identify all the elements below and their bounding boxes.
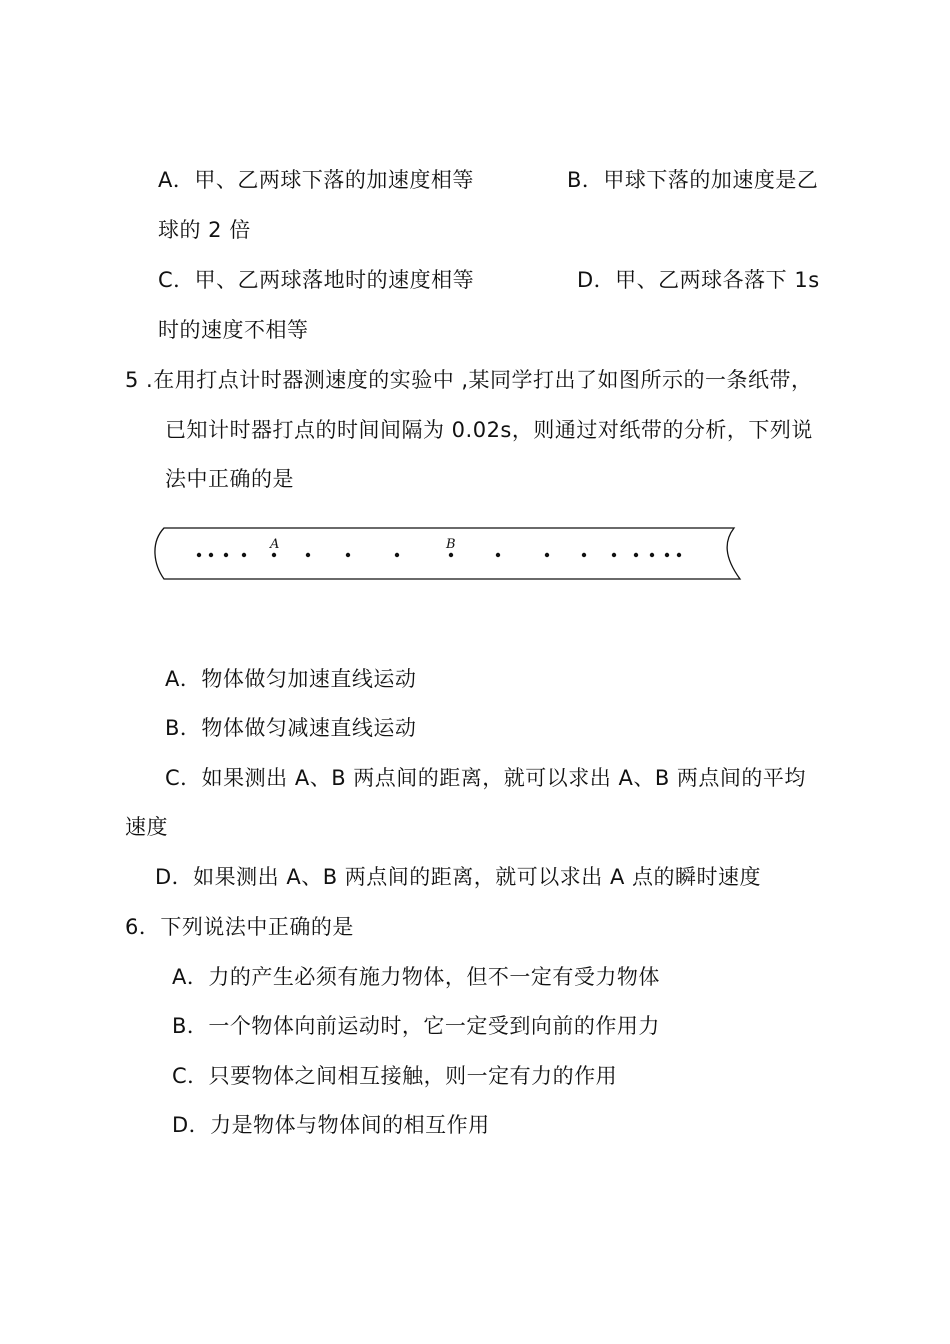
paper-tape-figure: [150, 523, 745, 585]
tape-dot: [650, 553, 654, 557]
tape-dot: [677, 553, 681, 557]
tape-dot: [634, 553, 638, 557]
q4-option-b-continued: 球的 2 倍: [158, 218, 251, 242]
tape-dot: [395, 553, 399, 557]
tape-label-a: A: [270, 537, 280, 552]
q6-stem: 6．下列说法中正确的是: [125, 915, 354, 939]
q4-option-d: D．甲、乙两球各落下 1s: [577, 268, 820, 292]
q4-option-a: A．甲、乙两球下落的加速度相等: [158, 168, 474, 192]
tape-dot: [612, 553, 616, 557]
tape-dot: [582, 553, 586, 557]
q5-stem-line-1: 5 .在用打点计时器测速度的实验中 ,某同学打出了如图所示的一条纸带，: [125, 368, 813, 392]
q6-option-d: D．力是物体与物体间的相互作用: [172, 1113, 490, 1137]
q5-stem-line-2: 已知计时器打点的时间间隔为 0.02s，则通过对纸带的分析，下列说: [165, 418, 813, 442]
tape-label-b: B: [446, 537, 456, 552]
tape-dot-b: [449, 553, 453, 557]
q5-option-a: A．物体做匀加速直线运动: [165, 667, 417, 691]
tape-dot: [545, 553, 549, 557]
q5-option-d: D．如果测出 A、B 两点间的距离，就可以求出 A 点的瞬时速度: [155, 865, 762, 889]
tape-dot: [665, 553, 669, 557]
tape-dots: [197, 553, 681, 557]
tape-dot: [242, 553, 246, 557]
q4-option-b: B．甲球下落的加速度是乙: [567, 168, 819, 192]
tape-dot: [197, 553, 201, 557]
q5-option-c-continued: 速度: [125, 815, 168, 839]
tape-dot: [496, 553, 500, 557]
tape-dot-a: [272, 553, 276, 557]
tape-dot: [209, 553, 213, 557]
q6-option-b: B．一个物体向前运动时，它一定受到向前的作用力: [172, 1014, 660, 1038]
q5-stem-line-3: 法中正确的是: [165, 467, 294, 491]
q4-option-c: C．甲、乙两球落地时的速度相等: [158, 268, 475, 292]
tape-dot: [346, 553, 350, 557]
q6-option-c: C．只要物体之间相互接触，则一定有力的作用: [172, 1064, 618, 1088]
tape-dot: [306, 553, 310, 557]
q5-option-b: B．物体做匀减速直线运动: [165, 716, 417, 740]
q4-option-d-continued: 时的速度不相等: [158, 318, 309, 342]
q5-option-c: C．如果测出 A、B 两点间的距离，就可以求出 A、B 两点间的平均: [165, 766, 806, 790]
q6-option-a: A．力的产生必须有施力物体，但不一定有受力物体: [172, 965, 660, 989]
tape-dot: [224, 553, 228, 557]
